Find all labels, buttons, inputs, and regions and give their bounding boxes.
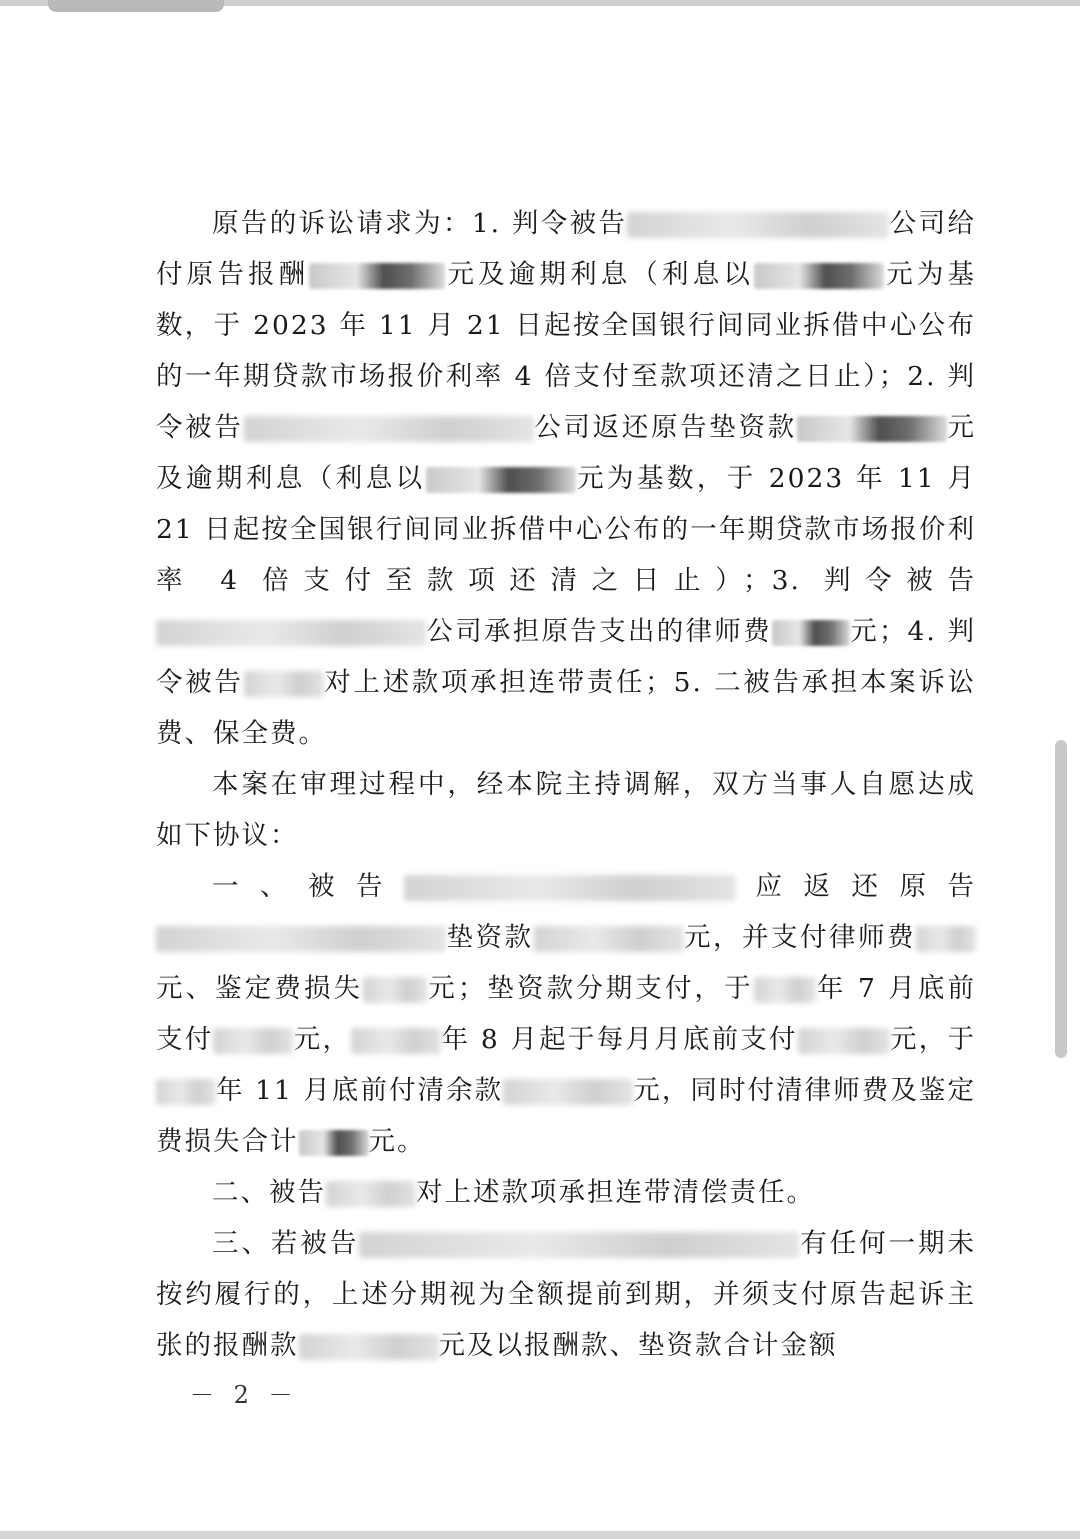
redacted-text — [351, 1028, 441, 1054]
text-segment: 元、鉴定费损失 — [156, 973, 364, 1004]
viewer-bottom-strip — [0, 1531, 1080, 1539]
redacted-text — [156, 620, 426, 646]
redacted-text — [426, 467, 576, 493]
text-segment: 年 7 月底前支付 — [156, 973, 977, 1055]
text-segment: 二、被告 — [212, 1177, 326, 1208]
agreement-clause-2 — [156, 1167, 976, 1218]
text-segment: 原告的诉讼请求为：1. 判令被告 — [212, 208, 628, 239]
text-segment: 公司返还原告垫资款 — [533, 412, 797, 443]
redacted-text — [213, 1028, 293, 1054]
redacted-text — [299, 1130, 369, 1156]
text-segment: 公司承担原告支出的律师费 — [426, 616, 772, 647]
document-body — [156, 198, 976, 1371]
text-segment: 公司给付原告报酬 — [156, 208, 976, 290]
redacted-text — [754, 263, 884, 289]
text-segment: 应返还原告 — [736, 871, 976, 902]
redacted-text — [534, 926, 684, 952]
redacted-text — [244, 416, 534, 442]
text-segment: 元为基数，于 2023 年 11 月 21 日起按全国银行间同业拆借中心公布的一年期贷款市场报价利率 4 倍支付至款项还清之日止）；3. 判令被告 — [156, 463, 977, 596]
text-segment: 垫资款 — [446, 922, 534, 953]
page-number: － 2 － — [190, 1381, 299, 1409]
text-segment: 元， — [293, 1024, 352, 1055]
redacted-text — [299, 1334, 439, 1360]
text-segment: 元为基数，于 2023 年 11 月 21 日起按全国银行间同业拆借中心公布的一年期贷款市场报价利率 4 倍支付至款项还清之日止）；2. 判令被告 — [156, 259, 977, 443]
agreement-clause-3 — [156, 1218, 976, 1371]
redacted-text — [326, 1181, 416, 1207]
vertical-scrollbar[interactable] — [1055, 740, 1067, 1060]
redacted-text — [754, 977, 816, 1003]
redacted-text — [798, 1028, 890, 1054]
redacted-text — [156, 926, 446, 952]
redacted-text — [772, 620, 850, 646]
text-segment: 有任何一期未按约履行的，上述分期视为全额提前到期，并须支付原告起诉主张的报酬款 — [156, 1228, 977, 1361]
text-segment: 对上述款项承担连带责任；5. 二被告承担本案诉讼费、保全费。 — [156, 667, 976, 749]
redacted-text — [156, 1079, 216, 1105]
redacted-text — [309, 263, 445, 289]
text-segment: 一、被告 — [212, 871, 404, 902]
text-segment: 年 11 月底前付清余款 — [216, 1075, 504, 1106]
text-segment: 元及以报酬款、垫资款合计金额 — [438, 1330, 838, 1361]
text-segment: 元；4. 判令被告 — [156, 616, 976, 698]
text-segment: 元，于 — [889, 1024, 977, 1055]
redacted-text — [363, 977, 427, 1003]
text-segment: 元，同时付清律师费及鉴定费损失合计 — [156, 1075, 976, 1157]
text-segment: 三、若被告 — [212, 1228, 360, 1259]
mediation-paragraph: 本案在审理过程中，经本院主持调解，双方当事人自愿达成如下协议： — [156, 769, 976, 851]
text-segment: 对上述款项承担连带清偿责任。 — [416, 1177, 815, 1208]
redacted-text — [916, 926, 976, 952]
redacted-text — [627, 212, 889, 238]
text-segment: 年 8 月起于每月月底前支付 — [441, 1024, 798, 1055]
redacted-text — [797, 416, 947, 442]
redacted-text — [404, 875, 736, 901]
text-segment: 元；垫资款分期支付，于 — [427, 973, 754, 1004]
text-segment: 元。 — [368, 1126, 426, 1157]
redacted-text — [359, 1232, 799, 1258]
redacted-text — [244, 671, 324, 697]
text-segment: 元及逾期利息（利息以 — [445, 259, 755, 290]
scrollbar-thumb[interactable] — [1055, 740, 1067, 1058]
redacted-text — [503, 1079, 633, 1105]
agreement-clause-1 — [156, 861, 976, 1167]
text-segment: 元，并支付律师费 — [683, 922, 916, 953]
text-segment: 元及逾期利息（利息以 — [156, 412, 977, 494]
viewer-tab[interactable] — [48, 0, 224, 12]
claims-paragraph — [156, 198, 976, 759]
